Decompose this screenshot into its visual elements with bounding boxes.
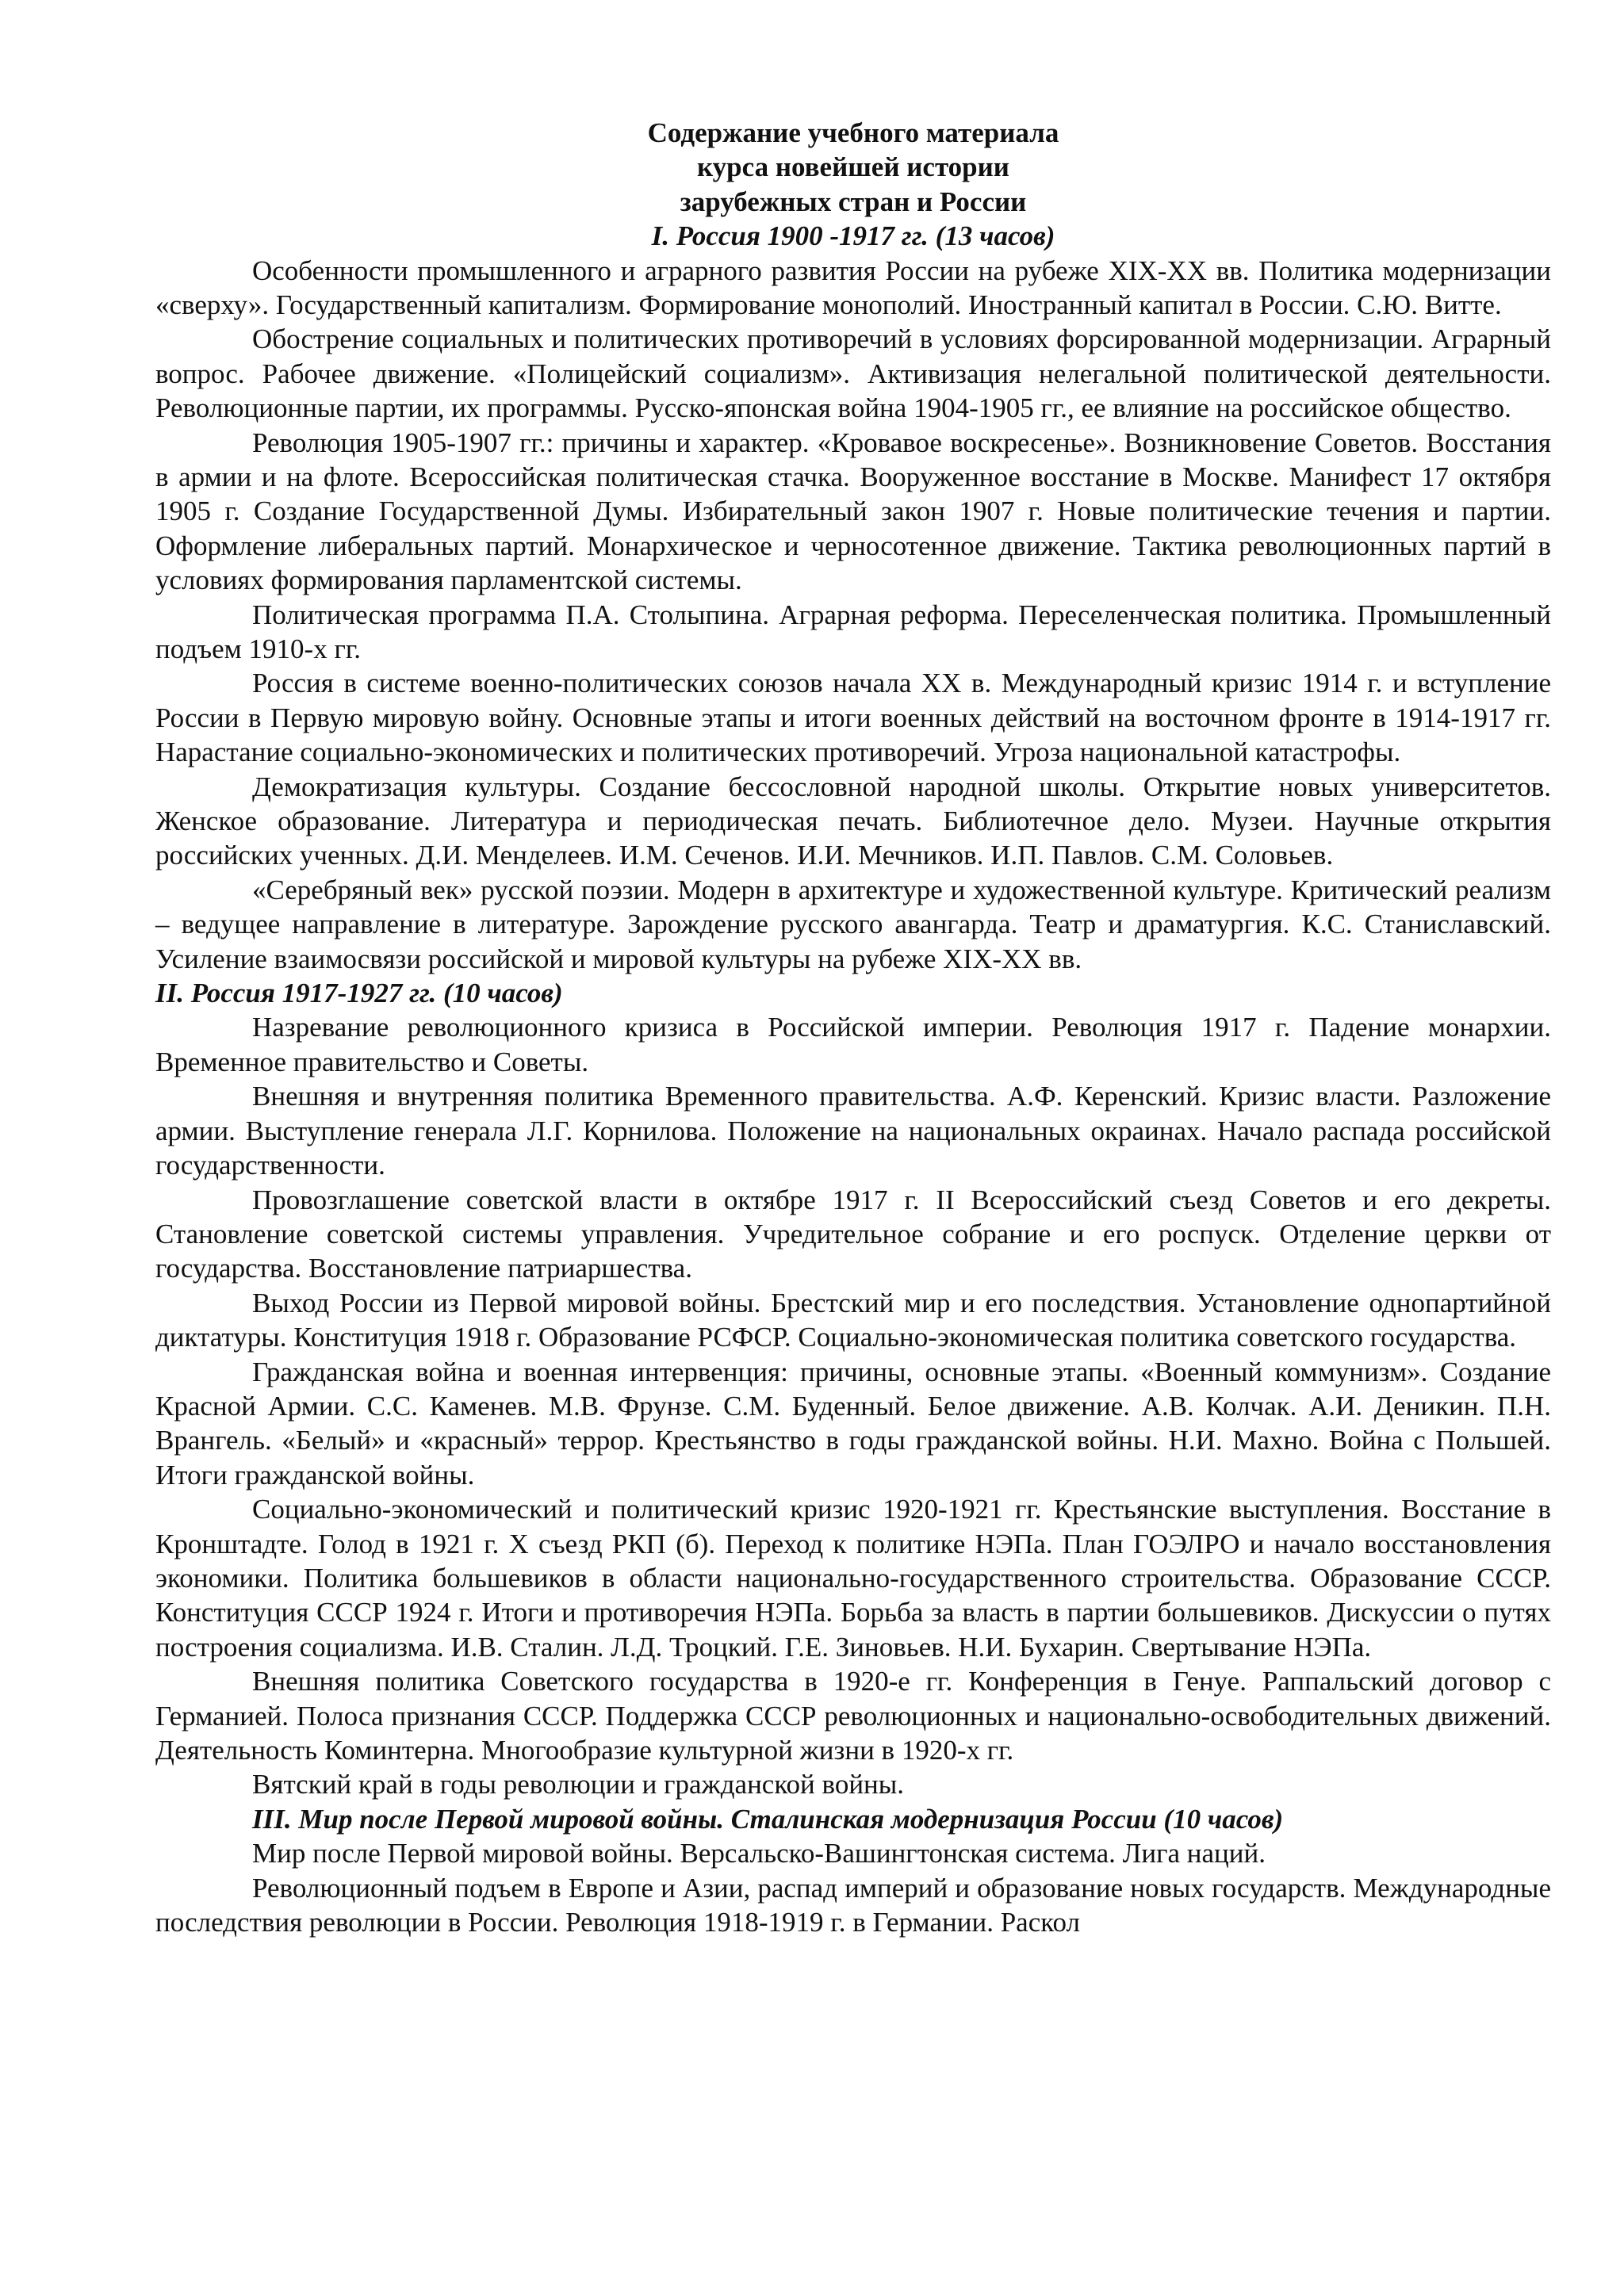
paragraph: Провозглашение советской власти в октябре 1917 г. II Всероссийский съезд Советов и его декреты. Становление советской системы управления. Учредительное собрание и его роспуск. Отделение церкви от государства. Восстановление патриаршества. xyxy=(155,1184,1551,1284)
paragraph: Революция 1905-1907 гг.: причины и характер. «Кровавое воскресенье». Возникновение Советов. Восстания в армии и на флоте. Всероссийская политическая стачка. Вооруженное восстание в Москве. Манифест 17 октября 1905 г. Создание Государственной Думы. Избирательный закон 1907 г. Новые политические течения и партии. Оформление либеральных партий. Монархическое и черносотенное движение. Тактика революционных партий в условиях формирования парламентской системы. xyxy=(155,427,1551,596)
paragraph: Внешняя и внутренняя политика Временного правительства. А.Ф. Керенский. Кризис власти. Разложение армии. Выступление генерала Л.Г. Корнилова. Положение на национальных окраинах. Начало распада российской государственности. xyxy=(155,1081,1551,1181)
title-line-3: зарубежных стран и России xyxy=(680,186,1027,217)
paragraph: Выход России из Первой мировой войны. Брестский мир и его последствия. Установление однопартийной диктатуры. Конституция 1918 г. Образование РСФСР. Социально-экономическая политика советского государства. xyxy=(155,1287,1551,1353)
section-1 xyxy=(155,219,1551,976)
document-title xyxy=(155,116,1551,219)
paragraph: «Серебряный век» русской поэзии. Модерн в архитектуре и художественной культуре. Критический реализм – ведущее направление в литературе. Зарождение русского авангарда. Театр и драматургия. К.С. Станиславский. Усиление взаимосвязи российской и мировой культуры на рубеже XIX-XX вв. xyxy=(155,874,1551,974)
section-1-heading: I. Россия 1900 -1917 гг. (13 часов) xyxy=(651,220,1055,252)
section-2 xyxy=(155,976,1551,1802)
section-3-heading: III. Мир после Первой мировой войны. Сталинская модернизация России (10 часов) xyxy=(252,1803,1284,1835)
paragraph: Гражданская война и военная интервенция: причины, основные этапы. «Военный коммунизм». Создание Красной Армии. С.С. Каменев. М.В. Фрунзе. С.М. Буденный. Белое движение. А.В. Колчак. А.И. Деникин. П.Н. Врангель. «Белый» и «красный» террор. Крестьянство в годы гражданской войны. Н.И. Махно. Война с Польшей. Итоги гражданской войны. xyxy=(155,1356,1551,1490)
section-2-heading: II. Россия 1917-1927 гг. (10 часов) xyxy=(155,978,563,1009)
title-line-2: курса новейшей истории xyxy=(697,151,1009,183)
paragraph: Внешняя политика Советского государства в 1920-е гг. Конференция в Генуе. Раппальский договор с Германией. Полоса признания СССР. Поддержка СССР революционных и национально-освободительных движений. Деятельность Коминтерна. Многообразие культурной жизни в 1920-х гг. xyxy=(155,1666,1551,1766)
paragraph: Мир после Первой мировой войны. Версальско-Вашингтонская система. Лига наций. xyxy=(252,1838,1266,1869)
paragraph: Революционный подъем в Европе и Азии, распад империй и образование новых государств. Международные последствия революции в России. Революция 1918-1919 г. в Германии. Раскол xyxy=(155,1872,1551,1938)
paragraph: Россия в системе военно-политических союзов начала XX в. Международный кризис 1914 г. и вступление России в Первую мировую войну. Основные этапы и итоги военных действий на восточном фронте в 1914-1917 гг. Нарастание социально-экономических и политических противоречий. Угроза национальной катастрофы. xyxy=(155,668,1551,768)
document-page xyxy=(155,116,1551,1939)
paragraph: Политическая программа П.А. Столыпина. Аграрная реформа. Переселенческая политика. Промышленный подъем 1910-х гг. xyxy=(155,599,1551,665)
paragraph: Демократизация культуры. Создание бессословной народной школы. Открытие новых университетов. Женское образование. Литература и периодическая печать. Библиотечное дело. Музеи. Научные открытия российских ученных. Д.И. Менделеев. И.М. Сеченов. И.И. Мечников. И.П. Павлов. С.М. Соловьев. xyxy=(155,771,1551,871)
paragraph: Вятский край в годы революции и гражданской войны. xyxy=(252,1769,905,1800)
paragraph: Социально-экономический и политический кризис 1920-1921 гг. Крестьянские выступления. Восстание в Кронштадте. Голод в 1921 г. X съезд РКП (б). Переход к политике НЭПа. План ГОЭЛРО и начало восстановления экономики. Политика большевиков в области национально-государственного строительства. Образование СССР. Конституция СССР 1924 г. Итоги и противоречия НЭПа. Борьба за власть в партии большевиков. Дискуссии о путях построения социализма. И.В. Сталин. Л.Д. Троцкий. Г.Е. Зиновьев. Н.И. Бухарин. Свертывание НЭПа. xyxy=(155,1494,1551,1663)
paragraph: Назревание революционного кризиса в Российской империи. Революция 1917 г. Падение монархии. Временное правительство и Советы. xyxy=(155,1012,1551,1077)
paragraph: Особенности промышленного и аграрного развития России на рубеже XIX-XX вв. Политика модернизации «сверху». Государственный капитализм. Формирование монополий. Иностранный капитал в России. С.Ю. Витте. xyxy=(155,254,1551,320)
section-3 xyxy=(155,1802,1551,1940)
title-line-1: Содержание учебного материала xyxy=(647,117,1059,148)
paragraph: Обострение социальных и политических противоречий в условиях форсированной модернизации. Аграрный вопрос. Рабочее движение. «Полицейский социализм». Активизация нелегальной политической деятельности. Революционные партии, их программы. Русско-японская война 1904-1905 гг., ее влияние на российское общество. xyxy=(155,323,1551,424)
